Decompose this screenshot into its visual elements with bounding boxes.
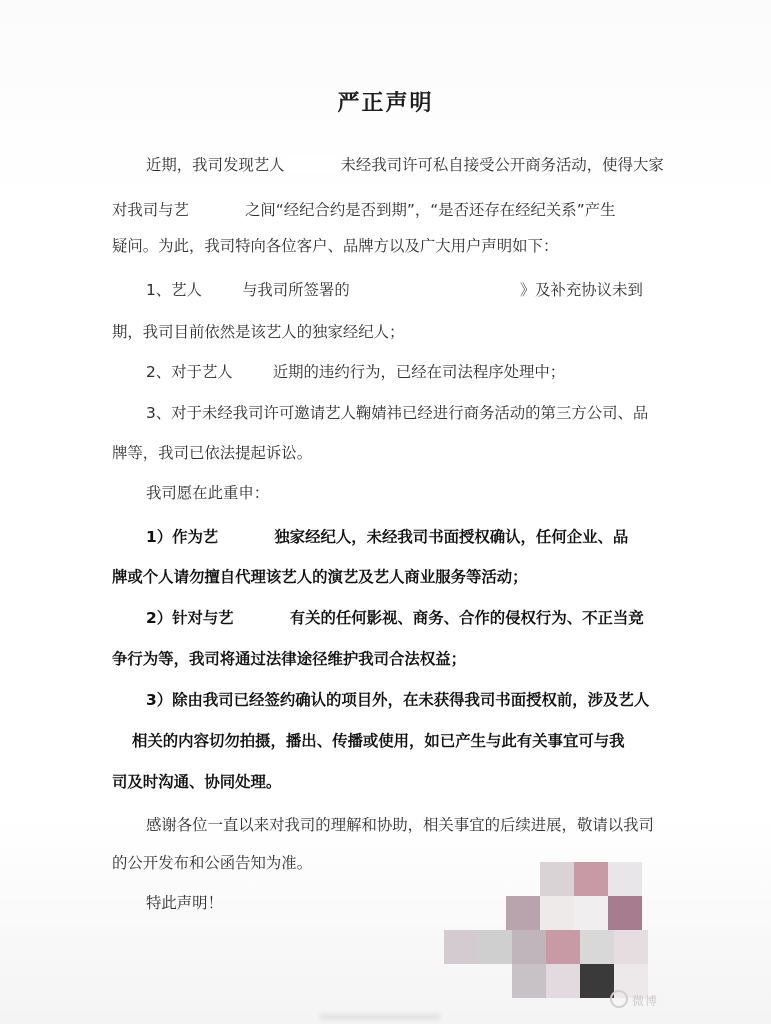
mosaic-tile [608, 896, 642, 930]
line-text: 1、艺人 [146, 281, 202, 299]
paragraph-line [112, 200, 672, 220]
line-text: 的公开发布和公函告知为准。 [112, 854, 313, 872]
watermark-text: 微博 [632, 994, 659, 1008]
line-text: 我司愿在此重申： [146, 484, 270, 502]
redaction-block [285, 156, 341, 172]
page-bottom-smudge [320, 1014, 440, 1020]
line-text: 牌或个人请勿擅自代理该艺人的演艺及艺人商业服务等活动； [112, 568, 528, 586]
redaction-block [189, 201, 245, 217]
line-text: 》及补充协议未到 [519, 281, 643, 299]
paragraph-line [132, 731, 692, 751]
paragraph-line [146, 815, 672, 835]
line-text: 近期的违约行为，已经在司法程序处理中； [272, 363, 566, 381]
paragraph-line [146, 362, 672, 382]
line-text: 与我司所签署的 [241, 281, 350, 299]
line-text: 疑问。为此，我司特向各位客户、品牌方以及广大用户声明如下： [112, 237, 559, 255]
line-text: 3、对于未经我司许可邀请艺人鞠婧祎已经进行商务活动的第三方公司、品 [146, 404, 649, 422]
paragraph-line [146, 280, 672, 300]
mosaic-tile [546, 930, 580, 964]
line-text: 之间“经纪合约是否到期”，“是否还存在经纪关系”产生 [244, 201, 616, 219]
redaction-block [218, 528, 274, 544]
paragraph-line [112, 567, 672, 587]
mosaic-tile [614, 930, 648, 964]
paragraph-line [146, 690, 672, 710]
line-text: 1）作为艺 [146, 528, 219, 546]
weibo-logo-icon [610, 990, 628, 1008]
paragraph-line [112, 772, 672, 792]
line-text: 有关的任何影视、商务、合作的侵权行为、不正当竞 [289, 609, 644, 627]
line-text: 特此声明！ [146, 894, 223, 912]
weibo-watermark [610, 990, 658, 1009]
line-text: 2、对于艺人 [146, 363, 233, 381]
line-text: 牌等，我司已依法提起诉讼。 [112, 444, 313, 462]
line-text: 争行为等，我司将通过法律途径维护我司合法权益； [112, 650, 466, 668]
mosaic-tile [512, 930, 546, 964]
paragraph-line [146, 608, 672, 628]
line-text: 感谢各位一直以来对我司的理解和协助，相关事宜的后续进展，敬请以我司 [146, 816, 654, 834]
mosaic-tile [512, 964, 546, 998]
paragraph-line [112, 236, 672, 256]
mosaic-tile [608, 862, 642, 896]
redaction-block [234, 609, 290, 625]
redaction-block [233, 363, 273, 379]
paragraph-line [146, 527, 672, 547]
paragraph-line [146, 483, 672, 503]
paragraph-line [146, 403, 672, 423]
mosaic-tile [580, 930, 614, 964]
line-text: 对我司与艺 [112, 201, 189, 219]
document-title: 严正声明 [337, 91, 434, 116]
redaction-block [350, 281, 520, 297]
paragraph-line [112, 649, 672, 669]
mosaic-tile [540, 862, 574, 896]
paragraph-line [112, 443, 672, 463]
line-text: 近期，我司发现艺人 [146, 156, 285, 174]
redaction-block [202, 281, 242, 297]
mosaic-tile [574, 862, 608, 896]
line-text: 独家经纪人，未经我司书面授权确认，任何企业、品 [274, 528, 629, 546]
paragraph-line [112, 322, 672, 342]
mosaic-tile [478, 930, 512, 964]
line-text: 相关的内容切勿拍摄，播出、传播或使用，如已产生与此有关事宜可与我 [132, 732, 625, 750]
mosaic-tile [546, 964, 580, 998]
line-text: 2）针对与艺 [146, 609, 234, 627]
mosaic-tile [580, 964, 614, 998]
mosaic-tile [540, 896, 574, 930]
paragraph-line [146, 155, 672, 175]
mosaic-tile [444, 930, 478, 964]
line-text: 期，我司目前依然是该艺人的独家经纪人； [112, 323, 405, 341]
line-text: 未经我司许可私自接受公开商务活动，使得大家 [340, 156, 664, 174]
mosaic-tile [506, 896, 540, 930]
line-text: 3）除由我司已经签约确认的项目外，在未获得我司书面授权前，涉及艺人 [146, 691, 650, 709]
line-text: 司及时沟通、协同处理。 [112, 773, 282, 791]
mosaic-tile [574, 896, 608, 930]
